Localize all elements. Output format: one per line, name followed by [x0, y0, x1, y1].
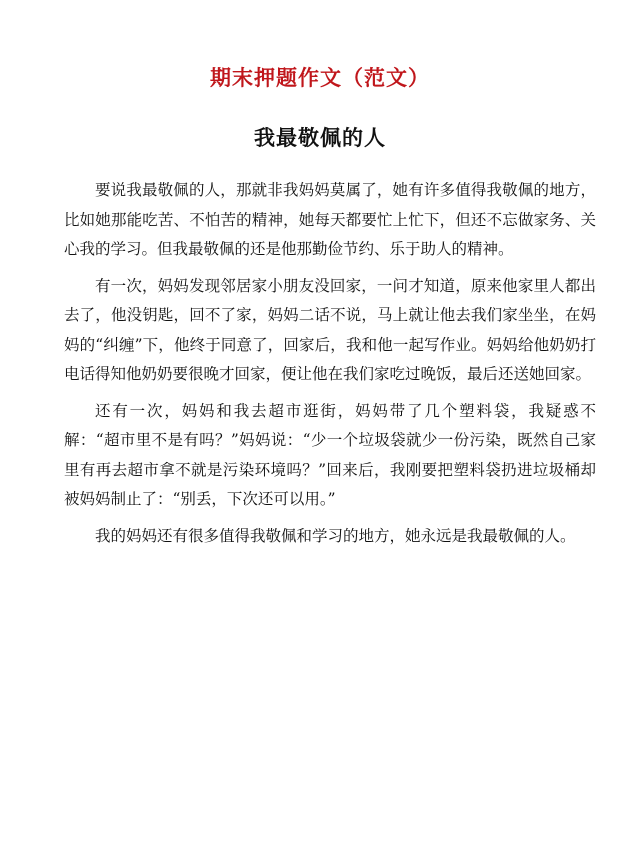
essay-body	[64, 176, 596, 558]
essay-title: 我最敬佩的人	[254, 125, 386, 150]
paragraph-1: 要说我最敬佩的人，那就非我妈妈莫属了，她有许多值得我敬佩的地方，比如她那能吃苦、不怕苦的精神，她每天都要忙上忙下，但还不忘做家务、关心我的学习。但我最敬佩的还是他那勤俭节约、乐于助人的精神。	[64, 181, 596, 258]
paragraph-4: 我的妈妈还有很多值得我敬佩和学习的地方，她永远是我最敬佩的人。	[95, 526, 576, 545]
paragraph-2: 有一次，妈妈发现邻居家小朋友没回家，一问才知道，原来他家里人都出去了，他没钥匙，回不了家，妈妈二话不说，马上就让他去我们家坐坐，在妈妈的“纠缠”下，他终于同意了，回家后，我和他一起写作业。妈妈给他奶奶打电话得知他奶奶要很晚才回家，便让他在我们家吃过晚饭，最后还送她回家。	[64, 276, 596, 383]
header-title: 期末押题作文（范文）	[210, 65, 430, 90]
paragraph-3: 还有一次，妈妈和我去超市逛街，妈妈带了几个塑料袋，我疑惑不解：“超市里不是有吗？”妈妈说：“少一个垃圾袋就少一份污染，既然自己家里有再去超市拿不就是污染环境吗？”回来后，我刚要把塑料袋扔进垃圾桶却被妈妈制止了：“别丢，下次还可以用。”	[64, 401, 596, 508]
